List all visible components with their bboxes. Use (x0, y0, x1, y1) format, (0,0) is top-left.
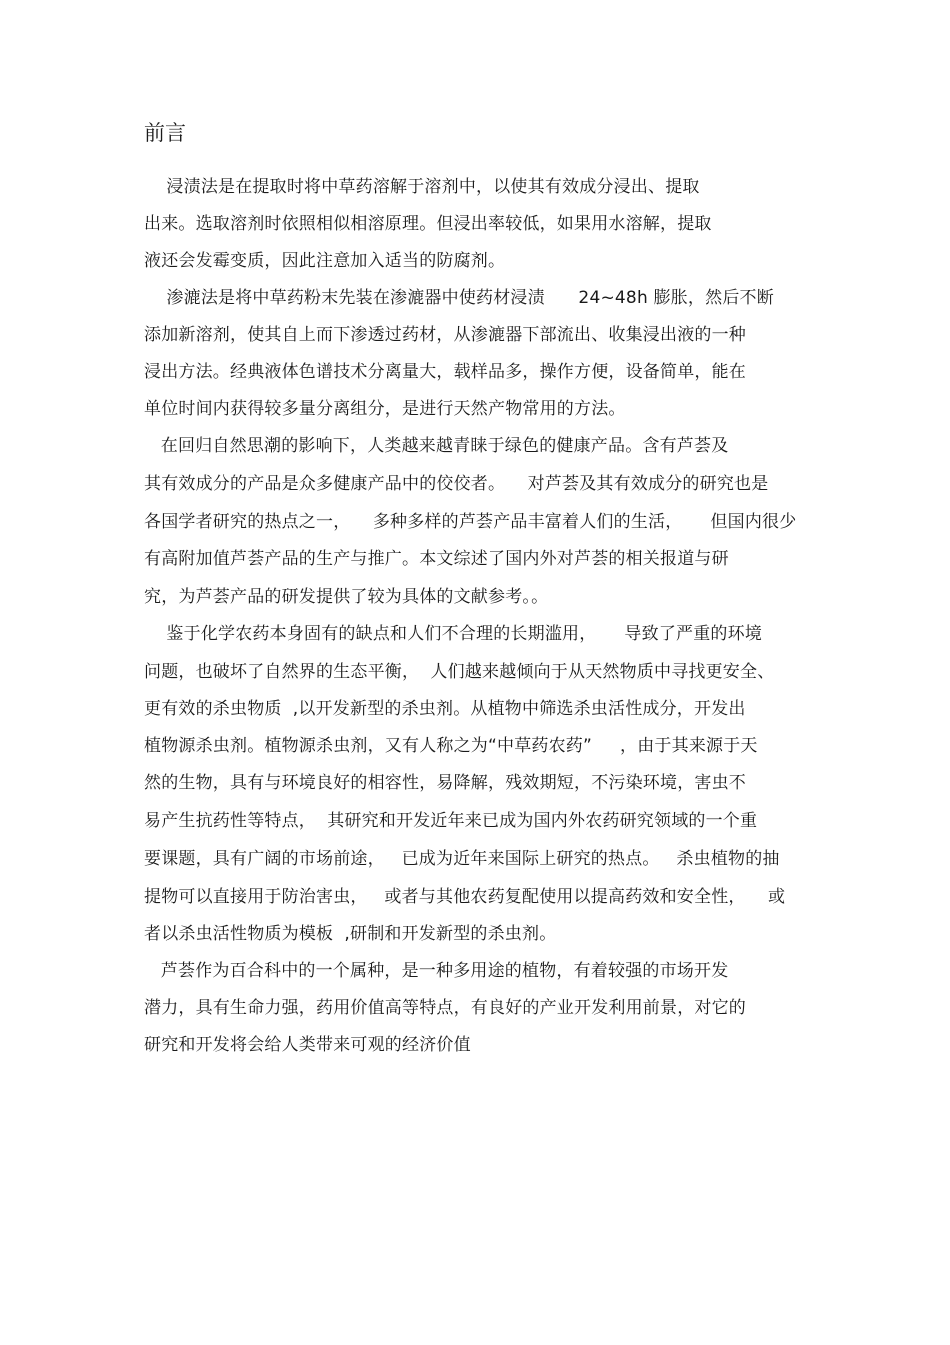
paragraph-line: 提物可以直接用于防治害虫， 或者与其他农药复配使用以提高药效和安全性， 或 (144, 887, 786, 907)
page-title: 前言 (144, 121, 186, 145)
paragraph-line: 添加新溶剂，使其自上而下渗透过药材，从渗漉器下部流出、收集浸出液的一种 (144, 325, 746, 345)
paragraph-line: 问题，也破坏了自然界的生态平衡， 人们越来越倾向于从天然物质中寻找更安全、 (144, 662, 775, 682)
paragraph-line: 液还会发霉变质，因此注意加入适当的防腐剂。 (144, 251, 506, 271)
paragraph-line: 易产生抗药性等特点， 其研究和开发近年来已成为国内外农药研究领域的一个重 (144, 811, 758, 831)
paragraph-line: 要课题，具有广阔的市场前途， 已成为近年来国际上研究的热点。 杀虫植物的抽 (144, 849, 780, 869)
paragraph-line: 更有效的杀虫物质 ,以开发新型的杀虫剂。从植物中筛选杀虫活性成分，开发出 (144, 699, 746, 719)
paragraph-line: 出来。选取溶剂时依照相似相溶原理。但浸出率较低，如果用水溶解，提取 (144, 214, 712, 234)
paragraph-line: 浸渍法是在提取时将中草药溶解于溶剂中，以使其有效成分浸出、提取 (144, 177, 700, 197)
paragraph-line: 鉴于化学农药本身固有的缺点和人们不合理的长期滥用， 导致了严重的环境 (144, 624, 763, 644)
paragraph-line: 浸出方法。经典液体色谱技术分离量大，载样品多，操作方便，设备简单，能在 (144, 362, 746, 382)
paragraph-line: 单位时间内获得较多量分离组分，是进行天然产物常用的方法。 (144, 399, 626, 419)
paragraph-line: 渗漉法是将中草药粉末先装在渗漉器中使药材浸渍 24~48h 膨胀，然后不断 (144, 288, 774, 308)
paragraph-line: 究，为芦荟产品的研发提供了较为具体的文献参考。。 (144, 587, 549, 607)
paragraph-line: 者以杀虫活性物质为模板 ,研制和开发新型的杀虫剂。 (144, 924, 557, 944)
paragraph-line: 芦荟作为百合科中的一个属种，是一种多用途的植物，有着较强的市场开发 (144, 961, 729, 981)
paragraph-line: 研究和开发将会给人类带来可观的经济价值 (144, 1035, 471, 1055)
paragraph-line: 然的生物，具有与环境良好的相容性，易降解，残效期短，不污染环境，害虫不 (144, 773, 746, 793)
paragraph-line: 各国学者研究的热点之一， 多种多样的芦荟产品丰富着人们的生活， 但国内很少 (144, 512, 797, 532)
paragraph-line: 有高附加值芦荟产品的生产与推广。本文综述了国内外对芦荟的相关报道与研 (144, 549, 729, 569)
paragraph-line: 潜力，具有生命力强，药用价值高等特点，有良好的产业开发利用前景，对它的 (144, 998, 746, 1018)
paragraph-line: 在回归自然思潮的影响下，人类越来越青睐于绿色的健康产品。含有芦荟及 (144, 436, 729, 456)
paragraph-line: 植物源杀虫剂。植物源杀虫剂，又有人称之为“中草药农药” ，由于其来源于天 (144, 736, 758, 756)
paragraph-line: 其有效成分的产品是众多健康产品中的佼佼者。 对芦荟及其有效成分的研究也是 (144, 474, 769, 494)
